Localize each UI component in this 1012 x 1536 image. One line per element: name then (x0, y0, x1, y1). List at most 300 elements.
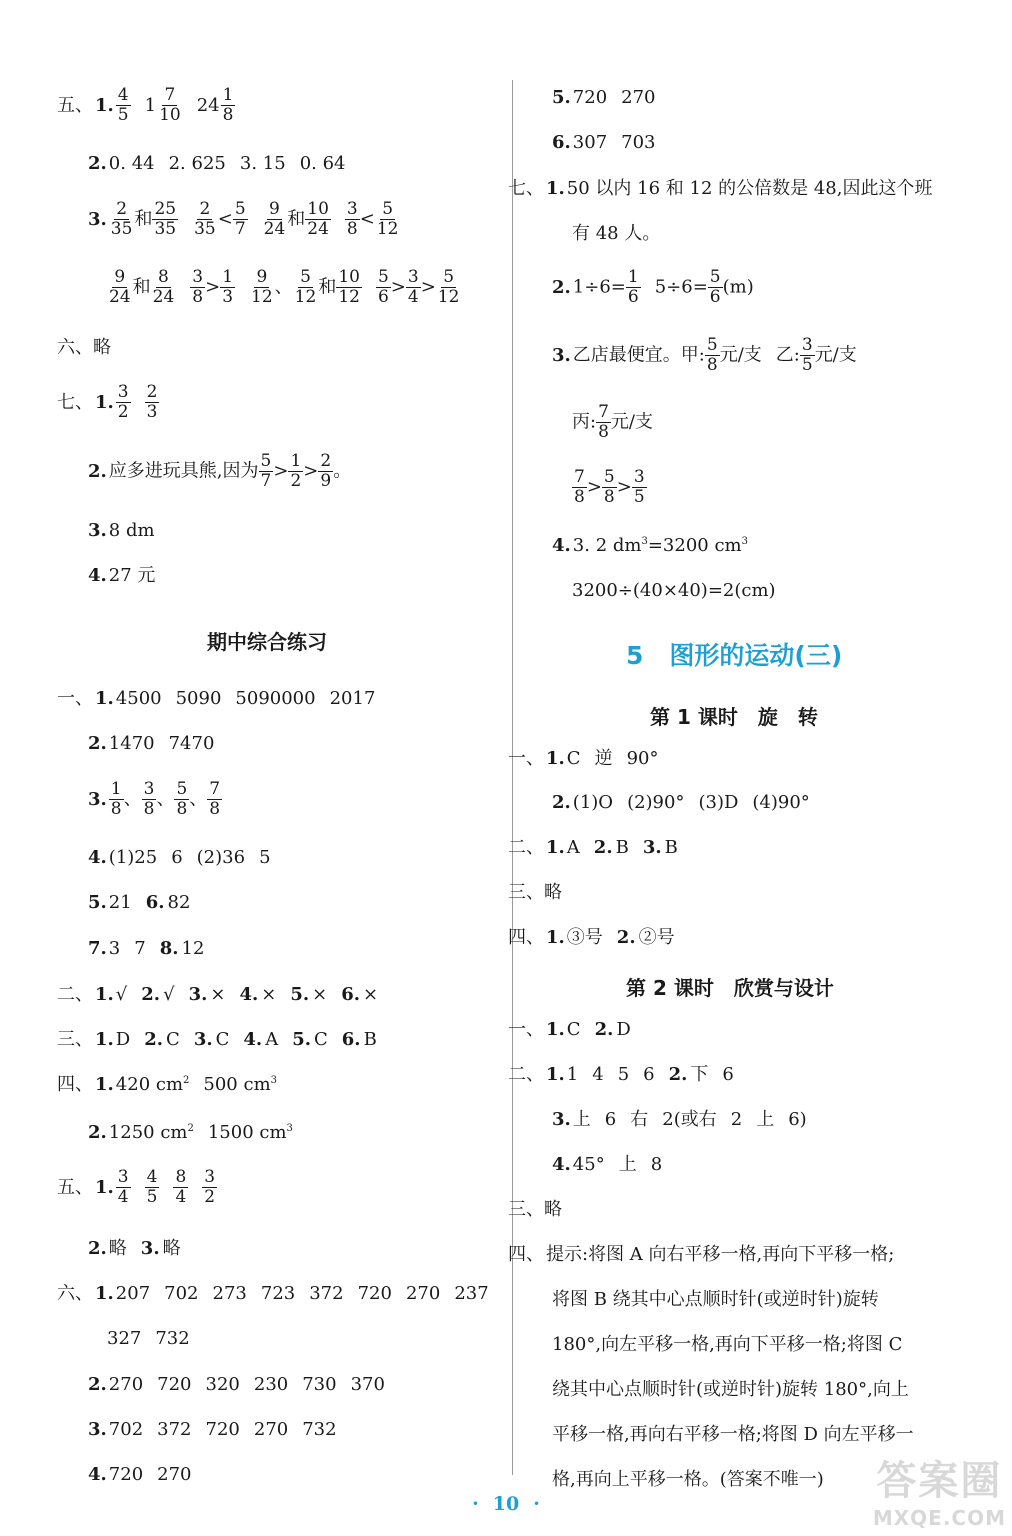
denominator: 3 (146, 402, 158, 422)
answer-token: 270 (405, 1283, 441, 1304)
numerator: 3 (192, 267, 204, 287)
answer-token: ③号 (566, 927, 603, 948)
numerator: 1 (110, 779, 122, 799)
symbol: < (217, 208, 233, 230)
symbol: 元/支 (719, 344, 762, 366)
denominator: 7 (234, 219, 246, 239)
page-dot-right: · (533, 1493, 540, 1515)
denominator: 10 (159, 105, 181, 125)
answer-token: 702 (164, 1283, 199, 1304)
numerator: 3 (117, 382, 129, 402)
item-number: 3. (552, 1109, 571, 1130)
answer-token: C (166, 1029, 180, 1050)
answer-token: 720 (108, 1464, 144, 1485)
symbol: 应多进玩具熊,因为 (108, 460, 259, 482)
fraction (157, 86, 183, 125)
answer-line (508, 926, 689, 950)
answer-line (57, 383, 173, 422)
exponent: 3 (286, 1123, 293, 1134)
answer-token: 370 (350, 1374, 385, 1395)
symbol: 和 (287, 208, 306, 230)
denominator: 12 (294, 287, 317, 307)
numerator: 5 (176, 779, 188, 799)
section-label: 三、 (57, 1029, 93, 1050)
answer-line (57, 1168, 231, 1207)
fraction (145, 1168, 160, 1207)
section-label: 一、 (508, 748, 544, 769)
answer-token: B (664, 837, 678, 858)
watermark-url: MXQE.COM (872, 1506, 1006, 1530)
fraction (151, 268, 177, 307)
answer-token: 下 (690, 1064, 709, 1085)
answer-token: √ (163, 984, 175, 1005)
answer-token: 732 (302, 1419, 337, 1440)
symbol: =3200 cm (647, 535, 742, 556)
answer-line (552, 1288, 893, 1312)
answer-token (192, 200, 248, 239)
answer-line (552, 1333, 916, 1357)
numerator: 25 (154, 199, 177, 219)
numerator: 5 (377, 267, 389, 287)
symbol: 和 (318, 276, 337, 298)
answer-token: (1)O (572, 792, 614, 813)
answer-line (88, 1463, 206, 1487)
symbol: 、 (156, 788, 175, 810)
symbol: 3. 2 dm (572, 535, 642, 556)
denominator: 8 (209, 799, 221, 819)
answer-line (57, 983, 392, 1007)
fraction (173, 1168, 188, 1207)
answer-token: × (210, 984, 226, 1005)
answer-token: 3. 15 (239, 153, 286, 174)
answer-line (88, 1418, 351, 1442)
answer-token: 有 48 人。 (572, 223, 661, 244)
answer-token: (1)25 (108, 847, 158, 868)
numerator: 5 (234, 199, 246, 219)
answer-token (190, 268, 235, 307)
answer-line (508, 881, 564, 905)
denominator: 5 (801, 355, 813, 375)
symbol: < (359, 208, 375, 230)
item-number: 2. (88, 153, 107, 174)
numerator: 2 (146, 382, 158, 402)
answer-token: 5090000 (235, 688, 316, 709)
answer-line (552, 131, 670, 155)
answer-token: 27 元 (108, 565, 156, 586)
section-label: 七、 (57, 391, 93, 413)
denominator: 7 (260, 471, 272, 491)
answer-token (116, 1168, 131, 1207)
symbol: > (420, 276, 436, 298)
section-label: 二、 (508, 1064, 544, 1085)
answer-token: 320 (205, 1374, 240, 1395)
section-label: 六、略 (57, 337, 111, 358)
symbol: (m) (722, 276, 754, 298)
fraction (221, 86, 236, 125)
denominator: 12 (376, 219, 399, 239)
exponent: 2 (183, 1075, 190, 1086)
denominator: 4 (175, 1187, 187, 1207)
denominator: 3 (222, 287, 234, 307)
answer-token: 237 (454, 1283, 489, 1304)
item-number: 1. (546, 178, 565, 199)
answer-token: 5 (617, 1064, 630, 1085)
denominator: 24 (109, 287, 131, 307)
answer-token: 右 (630, 1109, 649, 1130)
section-label: 一、 (508, 1019, 544, 1040)
denominator: 8 (110, 799, 122, 819)
answer-token: 230 (253, 1374, 289, 1395)
answer-token: 45° (572, 1154, 605, 1175)
answer-token: 3200÷(40×40)=2(cm) (572, 580, 776, 601)
fraction (708, 268, 723, 307)
answer-line (88, 200, 414, 239)
fraction (116, 86, 131, 125)
page-number-value: 10 (492, 1493, 520, 1515)
item-number: 1. (95, 391, 114, 413)
denominator: 2 (117, 402, 129, 422)
fraction (192, 200, 218, 239)
answer-line (57, 687, 389, 711)
item-number: 2. (593, 837, 613, 858)
answer-token (208, 1121, 293, 1145)
item-number: 6. (341, 1029, 361, 1050)
fraction (107, 268, 133, 307)
denominator: 35 (110, 219, 133, 239)
denominator: 6 (377, 287, 389, 307)
answer-line (107, 268, 475, 307)
answer-token: A (265, 1029, 279, 1050)
symbol: > (586, 476, 602, 498)
answer-line (88, 732, 228, 756)
answer-token: 1 (566, 1064, 579, 1085)
answer-line (552, 1378, 923, 1402)
answer-token: 4 (592, 1064, 604, 1085)
answer-token (116, 1073, 190, 1097)
symbol: > (616, 476, 632, 498)
answer-token: 372 (157, 1419, 192, 1440)
fraction (318, 452, 333, 491)
answer-token (573, 534, 748, 558)
item-number: 3. (88, 788, 107, 810)
answer-line (88, 1237, 195, 1261)
answer-token: 730 (302, 1374, 337, 1395)
answer-token: 372 (309, 1283, 344, 1304)
answer-line (88, 452, 365, 491)
denominator: 5 (146, 1187, 158, 1207)
answer-token: 提示:将图 A 向右平移一格,再向下平移一格; (546, 1244, 895, 1265)
numerator: 3 (801, 335, 813, 355)
answer-line (552, 268, 768, 307)
item-number: 6. (145, 892, 165, 913)
answer-token: 平移一格,再向右平移一格;将图 D 向左平移一 (552, 1424, 914, 1445)
denominator: 5 (633, 487, 645, 507)
answer-token: 720 (357, 1283, 392, 1304)
answer-token: 2. 625 (168, 153, 226, 174)
watermark (873, 1449, 1006, 1530)
item-number: 4. (239, 984, 259, 1005)
answer-line (88, 846, 285, 870)
item-number: 5. (88, 892, 107, 913)
answer-token: × (363, 984, 379, 1005)
answer-token: 5 (259, 847, 271, 868)
fraction (233, 200, 248, 239)
item-number: 3. (88, 520, 107, 541)
answer-line (107, 1327, 204, 1351)
answer-line (57, 336, 113, 360)
answer-token (249, 268, 362, 307)
item-number: 8. (159, 938, 179, 959)
answer-token: 上 (756, 1109, 775, 1130)
answer-line (57, 86, 249, 125)
answer-token: 略 (108, 1238, 127, 1259)
section-label: 三、略 (508, 882, 562, 903)
answer-token: √ (115, 984, 128, 1005)
fraction (705, 336, 720, 375)
fraction (145, 383, 160, 422)
fraction (174, 780, 189, 819)
numerator: 5 (300, 267, 311, 287)
item-number: 1. (95, 1074, 114, 1095)
item-number: 1. (95, 984, 114, 1005)
fraction (142, 780, 157, 819)
measure: 420 cm (115, 1074, 184, 1095)
watermark-text: 答案圈 (876, 1458, 1003, 1504)
answer-token: D (616, 1019, 631, 1040)
answer-token: 50 以内 16 和 12 的公倍数是 48,因此这个班 (566, 178, 933, 199)
answer-line (552, 86, 670, 110)
answer-token: 270 (157, 1464, 192, 1485)
answer-token (376, 268, 461, 307)
answer-token: 82 (167, 892, 191, 913)
numerator: 1 (222, 85, 234, 105)
denominator: 2 (204, 1187, 216, 1207)
answer-token: × (261, 984, 277, 1005)
numerator: 2 (199, 199, 211, 219)
denominator: 4 (117, 1187, 129, 1207)
answer-line (88, 891, 204, 915)
section-label: 五、 (57, 94, 93, 116)
numerator: 4 (146, 1167, 158, 1187)
denominator: 8 (192, 287, 204, 307)
section-label: 六、 (57, 1283, 93, 1304)
numerator: 9 (269, 199, 280, 219)
answer-token: 2017 (329, 688, 376, 709)
answer-token (145, 383, 160, 422)
answer-line (552, 1153, 676, 1177)
answer-line (572, 579, 790, 603)
answer-token: 7 (134, 938, 146, 959)
item-number: 1. (546, 837, 565, 858)
answer-token: 0. 64 (299, 153, 346, 174)
answer-line (88, 1121, 307, 1145)
section-label: 三、略 (508, 1199, 562, 1220)
item-number: 2. (88, 1122, 107, 1143)
item-number: 2. (144, 1029, 164, 1050)
answer-token: C (215, 1029, 230, 1050)
answer-token: 0. 44 (108, 153, 155, 174)
answer-token: 逆 (594, 748, 613, 769)
item-number: 4. (243, 1029, 263, 1050)
numerator: 5 (260, 451, 272, 471)
fraction (305, 200, 331, 239)
numerator: 9 (114, 267, 126, 287)
answer-token: 上 (618, 1154, 637, 1175)
answer-token: (2)90° (627, 792, 685, 813)
answer-token (776, 336, 857, 375)
answer-line (552, 791, 824, 815)
answer-token (572, 468, 647, 507)
answer-line (508, 747, 672, 771)
denominator: 8 (574, 487, 585, 507)
denominator: 12 (338, 287, 360, 307)
denominator: 12 (437, 287, 460, 307)
answer-token: 90° (626, 748, 659, 769)
numerator: 1 (627, 267, 639, 287)
fraction (190, 268, 205, 307)
whole-part: 1 (144, 94, 157, 116)
answer-token: 略 (162, 1238, 181, 1259)
numerator: 1 (290, 451, 302, 471)
numerator: 9 (256, 267, 268, 287)
fraction (436, 268, 462, 307)
fraction (293, 268, 319, 307)
answer-token (116, 383, 131, 422)
page-dot-left: · (472, 1493, 479, 1515)
numerator: 3 (346, 199, 358, 219)
item-number: 5. (292, 1029, 311, 1050)
symbol: 和 (132, 276, 151, 298)
section-label: 四、 (508, 927, 544, 948)
numerator: 3 (143, 779, 155, 799)
fraction (116, 1168, 131, 1207)
fraction (116, 383, 131, 422)
numerator: 3 (407, 267, 419, 287)
answer-line (57, 1282, 503, 1306)
numerator: 7 (209, 779, 221, 799)
fraction (202, 1168, 217, 1207)
answer-line (88, 1373, 399, 1397)
answer-line (508, 1243, 908, 1267)
item-number: 6. (341, 984, 361, 1005)
answer-token: 720 (157, 1374, 192, 1395)
answer-token: 270 (108, 1374, 144, 1395)
answer-token: 绕其中心点顺时针(或逆时针)旋转 180°,向上 (552, 1379, 909, 1400)
numerator: 5 (709, 267, 721, 287)
item-number: 5. (290, 984, 310, 1005)
fraction (109, 780, 124, 819)
exponent: 3 (270, 1075, 278, 1086)
answer-token (573, 268, 641, 307)
answer-token: 6 (643, 1064, 655, 1085)
answer-line (508, 177, 946, 201)
item-number: 2. (88, 1238, 107, 1259)
answer-line (508, 1018, 645, 1042)
item-number: 4. (552, 535, 571, 556)
denominator: 24 (152, 287, 175, 307)
item-number: 1. (95, 1283, 114, 1304)
item-number: 7. (88, 938, 107, 959)
fraction (572, 468, 587, 507)
fraction (626, 268, 641, 307)
denominator: 8 (346, 219, 358, 239)
item-number: 1. (95, 94, 114, 116)
denominator: 12 (251, 287, 273, 307)
answer-token: 2(或右 (662, 1109, 717, 1130)
denominator: 8 (598, 422, 609, 442)
answer-token: 270 (621, 87, 656, 108)
symbol: 。 (333, 460, 352, 482)
answer-line (88, 780, 236, 819)
answer-token: C (313, 1029, 328, 1050)
answer-token (202, 1168, 217, 1207)
denominator: 35 (154, 219, 177, 239)
item-number: 2. (616, 927, 636, 948)
section-label: 四、 (57, 1074, 93, 1095)
item-number: 4. (552, 1154, 571, 1175)
numerator: 4 (117, 85, 129, 105)
answer-token: (3)D (698, 792, 739, 813)
symbol: 、 (274, 276, 293, 298)
item-number: 1. (546, 748, 565, 769)
numerator: 2 (116, 199, 128, 219)
answer-token: 7470 (168, 733, 215, 754)
fraction (602, 468, 617, 507)
symbol: > (205, 276, 221, 298)
numerator: 5 (443, 267, 455, 287)
answer-token: (2)36 (196, 847, 246, 868)
symbol: 丙: (572, 411, 597, 433)
answer-line (88, 564, 169, 588)
answer-line (572, 468, 661, 507)
numerator: 3 (204, 1167, 216, 1187)
measure: 500 cm (203, 1074, 271, 1095)
fraction (220, 268, 235, 307)
denominator: 24 (263, 219, 286, 239)
answer-token: 将图 B 绕其中心点顺时针(或逆时针)旋转 (552, 1289, 879, 1310)
answer-token: × (312, 984, 328, 1005)
answer-token (107, 268, 176, 307)
section-label: 二、 (508, 837, 544, 858)
symbol: 、 (123, 788, 142, 810)
answer-line (88, 519, 169, 543)
numerator: 5 (382, 199, 394, 219)
fraction (632, 468, 647, 507)
denominator: 5 (117, 105, 129, 125)
answer-token: 723 (260, 1283, 296, 1304)
symbol: > (303, 460, 319, 482)
item-number: 1. (95, 688, 114, 709)
symbol: > (273, 460, 289, 482)
fraction (152, 200, 178, 239)
symbol: 5÷6= (654, 276, 708, 298)
answer-line (552, 1468, 838, 1492)
answer-token: 4500 (115, 688, 162, 709)
answer-token (572, 403, 653, 442)
fraction (375, 200, 401, 239)
answer-token: ②号 (638, 927, 675, 948)
item-number: 1. (546, 1019, 565, 1040)
measure: 1500 cm (207, 1122, 287, 1143)
symbol: 1÷6= (572, 276, 626, 298)
answer-token: 720 (572, 87, 608, 108)
denominator: 6 (709, 287, 721, 307)
numerator: 5 (603, 467, 615, 487)
item-number: 2. (668, 1064, 688, 1085)
answer-line (57, 1073, 291, 1097)
answer-token: 8 dm (108, 520, 155, 541)
symbol: 元/支 (610, 411, 653, 433)
